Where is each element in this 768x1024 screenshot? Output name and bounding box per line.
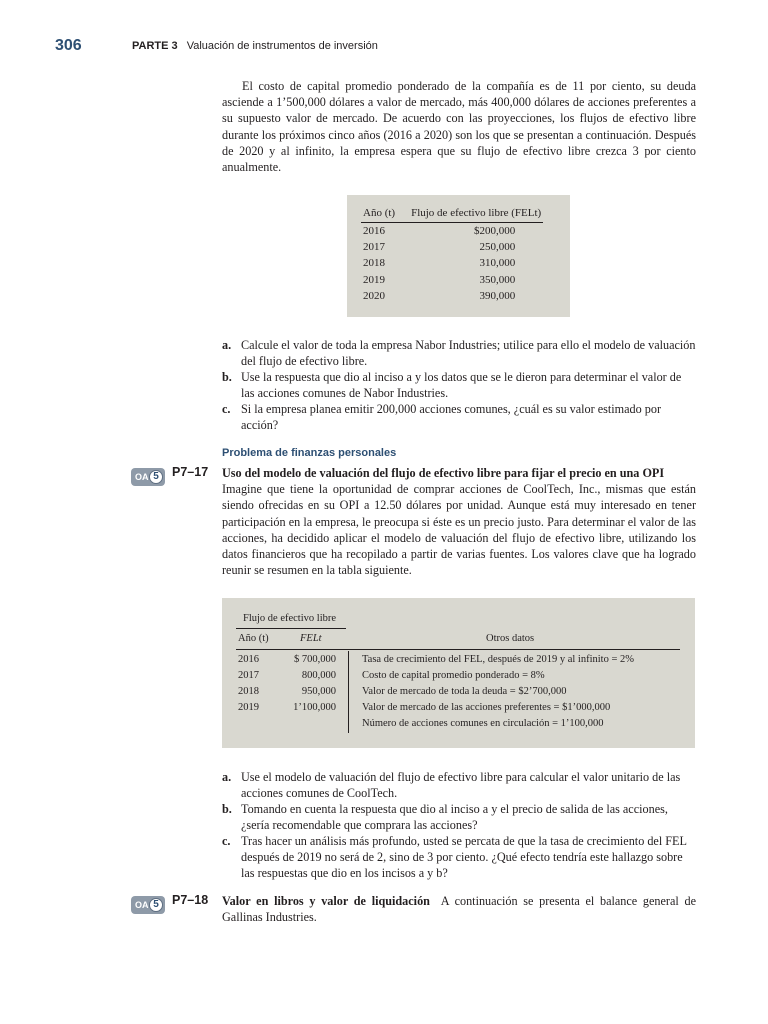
list-item	[222, 769, 696, 801]
table1-fel-cell: 250,000	[479, 241, 516, 254]
part-label: PARTE 3	[132, 40, 178, 52]
table2-fel-cell: 800,000	[301, 670, 336, 681]
table2-fel-cell: 950,000	[301, 686, 336, 697]
table2-fel-cell: $ 700,000	[294, 654, 336, 665]
table1-year-cell: 2018	[363, 257, 385, 270]
question-text: Use la respuesta que dio al inciso a y los datos que se le dieron para determinar el valor de las acciones comunes de Nabor Industries.	[241, 370, 682, 400]
table-row	[361, 288, 543, 304]
table-row	[361, 272, 543, 288]
problem-p7-17-text	[222, 465, 696, 578]
table1-fel-cell: 350,000	[479, 273, 516, 286]
table2-group-header: Flujo de efectivo libre	[243, 613, 337, 624]
personal-finance-heading: Problema de finanzas personales	[222, 447, 397, 459]
problem-p7-18-text	[222, 893, 696, 925]
question-label: c.	[222, 834, 231, 848]
table2-other-cell: Valor de mercado de toda la deuda = $2’700,000	[362, 686, 567, 697]
table2-year-cell: 2016	[238, 654, 259, 665]
table2-other-cell: Valor de mercado de las acciones preferentes = $1’000,000	[362, 702, 611, 713]
table2-year-cell: 2019	[238, 702, 259, 713]
question-label: a.	[222, 338, 232, 352]
problem-body: A continuación se presenta el balance general de Gallinas Industries.	[222, 894, 697, 925]
question-label: c.	[222, 402, 231, 416]
fel-table-nabor-grid	[361, 206, 543, 304]
question-text: Tras hacer un análisis más profundo, usted se percata de que la tasa de crecimiento del FEL después de 2019 no será de 2, sino de 3 por ciento. ¿Qué efecto tendría este hallazgo sobre las respuestas que dio en los incisos a y b?	[241, 834, 687, 880]
oa-label: OA	[135, 900, 149, 910]
table1-year-cell: 2016	[363, 225, 385, 237]
table1-fel-cell: $200,000	[473, 225, 516, 237]
table1-year-cell: 2020	[363, 289, 385, 302]
running-head	[132, 40, 378, 52]
question-text: Si la empresa planea emitir 200,000 acciones comunes, ¿cuál es su valor estimado por acción?	[241, 402, 661, 432]
table2-year-header: Año (t)	[238, 633, 269, 644]
problem-title: Uso del modelo de valuación del flujo de efectivo libre para fijar el precio en una OPI	[222, 466, 665, 480]
question-text: Tomando en cuenta la respuesta que dio al inciso a y el precio de salida de las acciones, ¿sería recomendable que comprara las acciones?	[241, 802, 668, 832]
table-row	[361, 239, 543, 255]
problem-number: P7–18	[172, 893, 209, 907]
fel-table-nabor	[347, 195, 570, 317]
question-label: b.	[222, 802, 232, 816]
questions-cooltech	[222, 769, 696, 881]
intro-paragraph: El costo de capital promedio ponderado de la compañía es de 11 por ciento, su deuda asciende a 1’500,000 dólares a valor de mercado, más 400,000 dólares de acciones preferentes a su supuesto valor de mercado. De acuerdo con las proyecciones, los flujos de efectivo libre durante los próximos cinco años (2016 a 2020) son los que se presentan a continuación. Después de 2020 y al infinito, la empresa espera que su flujo de efectivo libre crezca 3 por ciento anualmente.	[222, 79, 696, 175]
table1-year-cell: 2017	[363, 241, 385, 254]
question-label: a.	[222, 770, 232, 784]
oa-number: 5	[149, 470, 163, 484]
question-text: Use el modelo de valuación del flujo de efectivo libre para calcular el valor unitario de las acciones comunes de CoolTech.	[241, 770, 681, 800]
table2-other-cell: Tasa de crecimiento del FEL, después de 2019 y al infinito = 2%	[362, 654, 634, 665]
oa-label: OA	[135, 472, 149, 482]
table2-other-cell: Número de acciones comunes en circulación = 1’100,000	[362, 718, 604, 729]
list-item	[222, 833, 696, 881]
table2-fel-cell: 1’100,000	[293, 702, 336, 713]
fel-table-cooltech	[222, 598, 695, 748]
table2-group-rule	[236, 628, 346, 629]
list-item	[222, 369, 696, 401]
table2-column-divider	[348, 651, 349, 733]
question-label: b.	[222, 370, 232, 384]
table1-fel-cell: 390,000	[479, 289, 516, 302]
table2-header-rule	[236, 649, 680, 650]
list-item	[222, 801, 696, 833]
oa-badge	[131, 468, 165, 486]
table2-other-cell: Costo de capital promedio ponderado = 8%	[362, 670, 545, 681]
question-text: Calcule el valor de toda la empresa Nabor Industries; utilice para ello el modelo de valuación del flujo de efectivo libre.	[241, 338, 696, 368]
table1-year-header: Año (t)	[361, 206, 397, 223]
list-item	[222, 401, 696, 433]
table-row	[361, 223, 543, 240]
table2-year-cell: 2017	[238, 670, 259, 681]
table-row	[361, 255, 543, 271]
oa-number: 5	[149, 898, 163, 912]
table1-year-cell: 2019	[363, 273, 385, 286]
table1-fel-cell: 310,000	[479, 257, 516, 270]
oa-badge	[131, 896, 165, 914]
problem-body: Imagine que tiene la oportunidad de comprar acciones de CoolTech, Inc., mismas que están siendo ofrecidas en su OPI a 12.50 dólares por unidad. Aunque está muy interesado en tener participación en la empresa, le preocupa si éste es un precio justo. Para determinar el valor de las acciones, ha decidido aplicar el modelo de valuación del flujo de efectivo libre, utilizando los datos financieros que ha recopilado a partir de varias fuentes. Los valores clave que ha logrado reunir se resumen en la tabla siguiente.	[222, 482, 696, 578]
list-item	[222, 337, 696, 369]
table2-year-cell: 2018	[238, 686, 259, 697]
page-number: 306	[55, 37, 82, 54]
problem-title: Valor en libros y valor de liquidación	[222, 894, 430, 908]
table2-other-header: Otros datos	[486, 633, 535, 644]
table1-fel-header: Flujo de efectivo libre (FELt)	[397, 206, 543, 223]
part-title: Valuación de instrumentos de inversión	[186, 40, 378, 52]
problem-number: P7–17	[172, 465, 209, 479]
table2-fel-header: FELt	[300, 633, 322, 644]
questions-nabor	[222, 337, 696, 433]
